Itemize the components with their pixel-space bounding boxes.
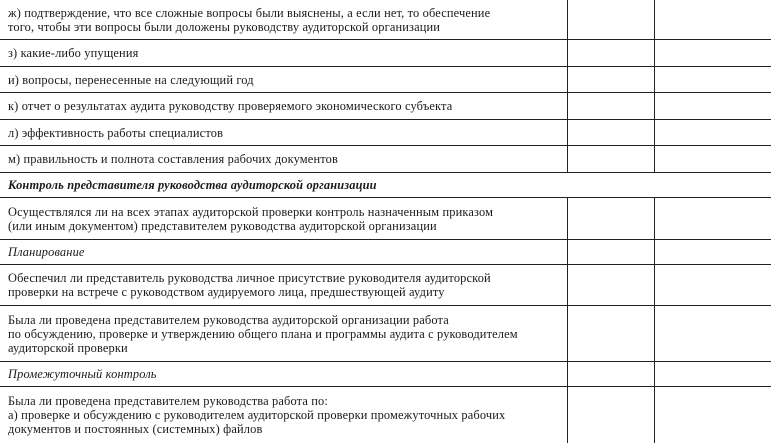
text-line: и) вопросы, перенесенные на следующий год (8, 72, 254, 87)
text-line: л) эффективность работы специалистов (8, 125, 224, 140)
answer-cell-b[interactable] (654, 92, 771, 119)
text-line: Обеспечил ли представитель руководства личное присутствие руководителя аудиторской (8, 271, 491, 285)
answer-cell-b[interactable] (654, 386, 771, 443)
answer-cell-a[interactable] (567, 361, 654, 386)
answer-cell-b[interactable] (654, 39, 771, 66)
checklist-row (0, 305, 771, 361)
subheading-cell (0, 361, 567, 386)
answer-cell-b[interactable] (654, 119, 771, 145)
text-line: Промежуточный контроль (8, 367, 157, 381)
checklist-row (0, 264, 771, 305)
answer-cell-a[interactable] (567, 0, 654, 39)
answer-cell-a[interactable] (567, 39, 654, 66)
subheading-cell (0, 239, 567, 264)
text-line: того, чтобы эти вопросы были доложены руководству аудиторской организации (8, 19, 441, 34)
text-line: а) проверке и обсуждению с руководителем аудиторской проверки промежуточных рабочих (8, 408, 506, 423)
text-line: проверки на встрече с руководством аудируемого лица, предшествующей аудиту (8, 285, 445, 299)
checklist-row (0, 39, 771, 66)
text-line: Планирование (8, 245, 85, 259)
item-text-cell (0, 66, 567, 92)
answer-cell-b[interactable] (654, 0, 771, 39)
answer-cell-a[interactable] (567, 66, 654, 92)
text-line: документов и постоянных (системных) файлов (8, 422, 263, 437)
text-line: Была ли проведена представителем руководства аудиторской организации работа (8, 312, 449, 327)
item-text-cell (0, 264, 567, 305)
answer-cell-b[interactable] (654, 197, 771, 239)
answer-cell-a[interactable] (567, 239, 654, 264)
checklist-row (0, 145, 771, 172)
checklist-row (0, 92, 771, 119)
answer-cell-a[interactable] (567, 92, 654, 119)
answer-cell-a[interactable] (567, 305, 654, 361)
text-line: Была ли проведена представителем руководства работа по: (8, 394, 328, 409)
checklist-row (0, 386, 771, 443)
answer-cell-b[interactable] (654, 239, 771, 264)
item-text-cell (0, 305, 567, 361)
item-text-cell (0, 92, 567, 119)
checklist-row (0, 66, 771, 92)
item-text-cell (0, 197, 567, 239)
text-line: Контроль представителя руководства аудиторской организации (8, 178, 377, 192)
checklist-row (0, 119, 771, 145)
item-text-cell (0, 0, 567, 39)
checklist-row (0, 197, 771, 239)
answer-cell-a[interactable] (567, 264, 654, 305)
answer-cell-b[interactable] (654, 305, 771, 361)
text-line: Осуществлялся ли на всех этапах аудиторской проверки контроль назначенным приказом (8, 204, 494, 219)
text-line: м) правильность и полнота составления рабочих документов (8, 152, 338, 166)
text-line: к) отчет о результатах аудита руководству проверяемого экономического субъекта (8, 99, 453, 113)
answer-cell-a[interactable] (567, 386, 654, 443)
section-heading (0, 172, 771, 197)
checklist-row (0, 0, 771, 39)
answer-cell-b[interactable] (654, 264, 771, 305)
section-row (0, 172, 771, 197)
text-line: (или иным документом) представителем руководства аудиторской организации (8, 218, 437, 233)
answer-cell-a[interactable] (567, 119, 654, 145)
text-line: ж) подтверждение, что все сложные вопросы были выяснены, а если нет, то обеспечение (8, 5, 491, 20)
text-line: по обсуждению, проверке и утверждению общего плана и программы аудита с руководителем (8, 326, 518, 341)
item-text-cell (0, 39, 567, 66)
item-text-cell (0, 119, 567, 145)
answer-cell-b[interactable] (654, 145, 771, 172)
answer-cell-a[interactable] (567, 145, 654, 172)
answer-cell-a[interactable] (567, 197, 654, 239)
answer-cell-b[interactable] (654, 66, 771, 92)
subheading-row (0, 361, 771, 386)
answer-cell-b[interactable] (654, 361, 771, 386)
item-text-cell (0, 145, 567, 172)
text-line: з) какие-либо упущения (8, 46, 139, 60)
subheading-row (0, 239, 771, 264)
text-line: аудиторской проверки (8, 340, 128, 355)
item-text-cell (0, 386, 567, 443)
